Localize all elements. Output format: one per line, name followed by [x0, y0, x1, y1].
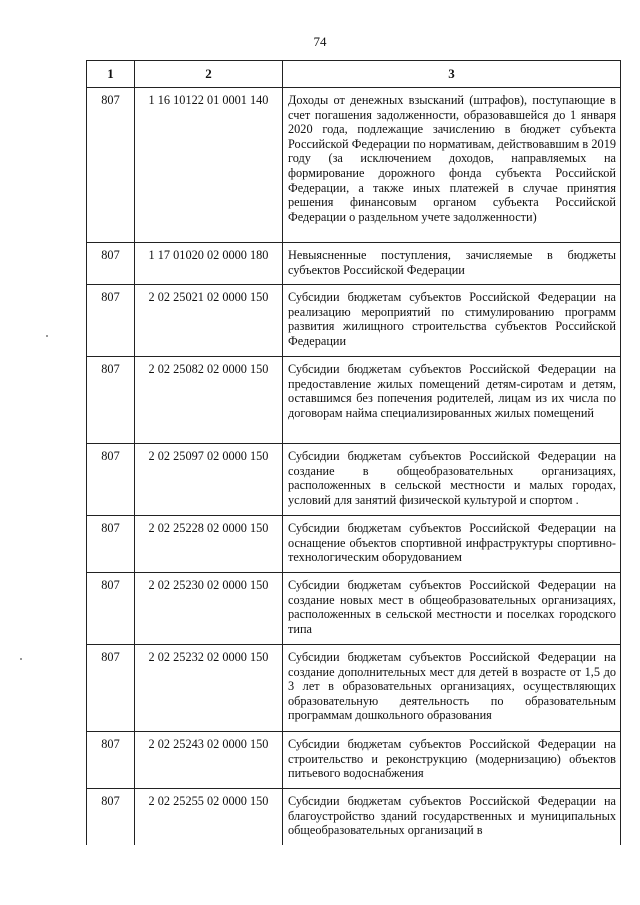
header-col-1: 1	[87, 61, 135, 88]
kbk-code-cell: 1 17 01020 02 0000 180	[135, 243, 283, 285]
admin-code-cell: 807	[87, 789, 135, 859]
page-bottom-margin	[0, 845, 640, 905]
kbk-code-cell: 2 02 25230 02 0000 150	[135, 573, 283, 645]
header-col-3: 3	[283, 61, 621, 88]
kbk-code-cell: 1 16 10122 01 0001 140	[135, 88, 283, 243]
header-col-2: 2	[135, 61, 283, 88]
table-row	[87, 357, 621, 444]
admin-code-cell: 807	[87, 732, 135, 789]
description-cell: Субсидии бюджетам субъектов Российской Федерации на реализацию мероприятий по стимулированию программ развития жилищного строительства субъектов Российской Федерации	[283, 285, 621, 357]
kbk-code-cell: 2 02 25097 02 0000 150	[135, 444, 283, 516]
admin-code-cell: 807	[87, 357, 135, 444]
table-row	[87, 732, 621, 789]
scan-speck	[20, 658, 22, 660]
kbk-code-cell: 2 02 25243 02 0000 150	[135, 732, 283, 789]
admin-code-cell: 807	[87, 444, 135, 516]
admin-code-cell: 807	[87, 243, 135, 285]
kbk-code-cell: 2 02 25021 02 0000 150	[135, 285, 283, 357]
description-cell: Субсидии бюджетам субъектов Российской Федерации на оснащение объектов спортивной инфраструктуры спортивно-технологическим оборудованием	[283, 516, 621, 573]
table-row	[87, 573, 621, 645]
table-row	[87, 285, 621, 357]
kbk-code-cell: 2 02 25232 02 0000 150	[135, 645, 283, 732]
table-header-row	[87, 61, 621, 88]
kbk-code-cell: 2 02 25228 02 0000 150	[135, 516, 283, 573]
page-number: 74	[313, 34, 327, 49]
description-cell: Субсидии бюджетам субъектов Российской Федерации на предоставление жилых помещений детям-сиротам и детям, оставшимся без попечения родителей, лицам из их числа по договорам найма специализированных жилых помещений	[283, 357, 621, 444]
description-cell: Субсидии бюджетам субъектов Российской Федерации на создание дополнительных мест для детей в возрасте от 1,5 до 3 лет в образовательных организациях, осуществляющих образовательную деятельность по образовательным программам дошкольного образования	[283, 645, 621, 732]
admin-code-cell: 807	[87, 645, 135, 732]
table-row	[87, 88, 621, 243]
table-row	[87, 516, 621, 573]
description-cell: Субсидии бюджетам субъектов Российской Федерации на создание новых мест в общеобразовательных организациях, расположенных в сельской местности и поселках городского типа	[283, 573, 621, 645]
revenue-codes-table-wrap	[86, 60, 620, 859]
description-cell: Субсидии бюджетам субъектов Российской Федерации на создание в общеобразовательных организациях, расположенных в сельской местности и малых городах, условий для занятий физической культурой и спортом .	[283, 444, 621, 516]
description-cell: Невыясненные поступления, зачисляемые в бюджеты субъектов Российской Федерации	[283, 243, 621, 285]
table-row	[87, 444, 621, 516]
table-row	[87, 645, 621, 732]
description-cell: Субсидии бюджетам субъектов Российской Федерации на благоустройство зданий государственных и муниципальных общеобразовательных организаций в	[283, 789, 621, 859]
admin-code-cell: 807	[87, 88, 135, 243]
kbk-code-cell: 2 02 25082 02 0000 150	[135, 357, 283, 444]
table-row	[87, 243, 621, 285]
scan-speck	[46, 335, 48, 337]
admin-code-cell: 807	[87, 516, 135, 573]
admin-code-cell: 807	[87, 573, 135, 645]
description-cell: Доходы от денежных взысканий (штрафов), поступающие в счет погашения задолженности, образовавшейся до 1 января 2020 года, подлежащие зачислению в бюджет субъекта Российской Федерации по нормативам, действовавшим в 2019 году (за исключением доходов, направляемых на формирование дорожного фонда субъекта Российской Федерации, а также иных платежей в случае принятия решения финансовым органом субъекта Российской Федерации о раздельном учете задолженности)	[283, 88, 621, 243]
kbk-code-cell: 2 02 25255 02 0000 150	[135, 789, 283, 859]
admin-code-cell: 807	[87, 285, 135, 357]
revenue-codes-table	[86, 60, 621, 859]
description-cell: Субсидии бюджетам субъектов Российской Федерации на строительство и реконструкцию (модернизацию) объектов питьевого водоснабжения	[283, 732, 621, 789]
